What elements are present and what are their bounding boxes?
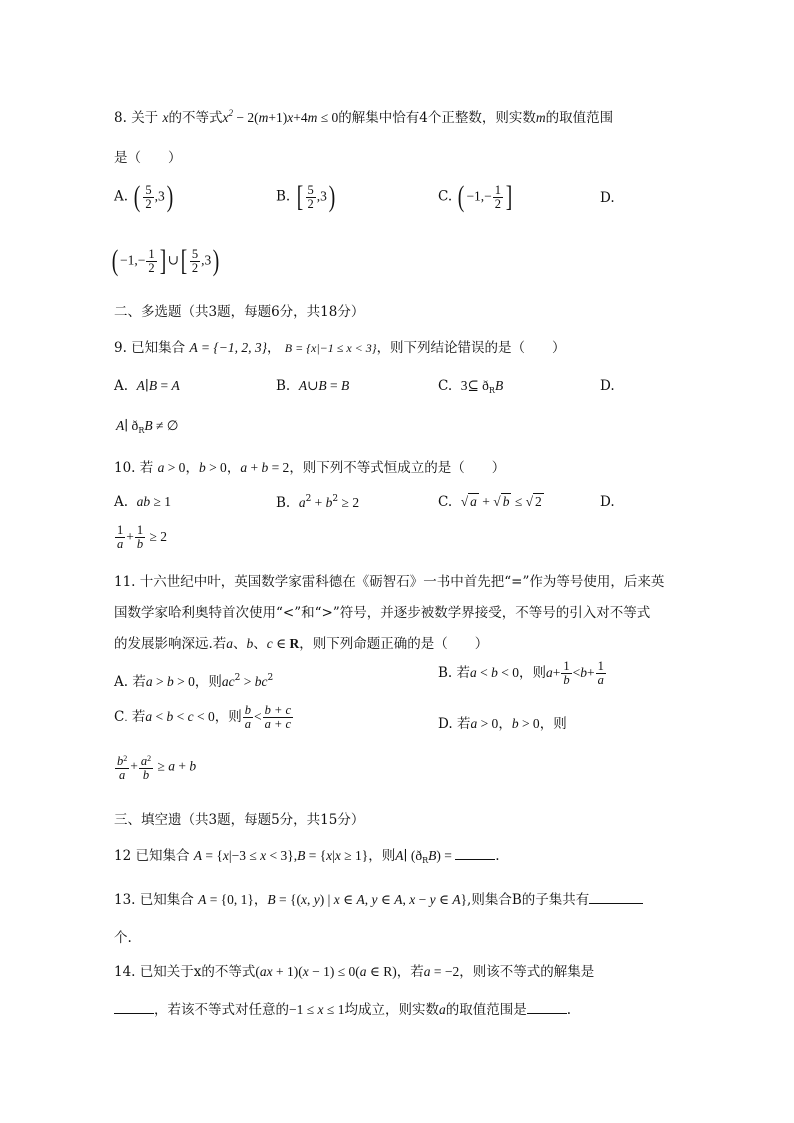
q8-line2: 是（ ） <box>114 150 182 166</box>
q14-text4: ，若该不等式对任意的 <box>154 1002 289 1018</box>
option-text: 若 <box>132 674 146 690</box>
q10-tail: ，则下列不等式恒成立的是（ ） <box>289 460 506 476</box>
q8-text4: 的取值范围 <box>545 110 614 126</box>
q13-line2: 个. <box>114 930 132 946</box>
q8-option-a[interactable]: A. ( $\frac{5}{2}$ ,3) <box>114 180 173 213</box>
q11-tail: ，则下列命题正确的是（ ） <box>299 636 489 652</box>
q9-option-d-content: A∣ $ð_RB$ ≠ ∅ <box>116 418 179 435</box>
option-label: D. <box>600 378 615 394</box>
q9-set-a: A = {−1, 2, 3} <box>189 340 267 355</box>
option-label: C <box>114 709 125 725</box>
q9-tail: ，则下列结论错误的是（ ） <box>376 340 566 356</box>
q14-text6: 的取值范围是 <box>445 1002 527 1018</box>
option-text: 则 <box>553 716 567 732</box>
option-label: D. <box>438 716 453 732</box>
option-label: A. <box>114 674 129 690</box>
q11-line1: 11. 十六世纪中叶，英国数学家雷科德在《砺智石》一书中首先把“=”作为等号使用，后来英 <box>114 574 665 590</box>
q13-tail: ,则集合B的子集共有 <box>467 892 590 908</box>
q12-answer-blank[interactable] <box>455 847 495 860</box>
option-label: C. <box>438 378 453 394</box>
q11-line2: 国数学家哈利奥特首次使用“<”和“>”符号，并逐步被数学界接受，不等号的引入对不等式 <box>114 605 651 621</box>
q9-set-b: B = {x|−1 ≤ x < 3} <box>284 341 377 355</box>
q13-text: 13. 已知集合 <box>114 892 194 908</box>
q9-option-c[interactable]: C. 3⊆ $ð_RB$ <box>438 378 504 395</box>
option-label: B. <box>276 188 291 205</box>
q8-option-d-content: ( −1,− $\frac{1}{2}$ ] ∪[ $\frac{5}{2}$ ,3) <box>111 244 220 277</box>
q11-text: 的发展影响深远.若 <box>114 636 227 652</box>
q10-option-b[interactable]: B. $a^2 + b^2 \ge 2$ <box>276 494 360 511</box>
option-label: C. <box>438 188 453 205</box>
q8-option-c[interactable]: C. ( −1,− $\frac{1}{2}$ ] <box>438 180 513 213</box>
q14-text5: 均成立，则实数 <box>344 1002 439 1018</box>
q14-answer-blank-1[interactable] <box>114 1001 154 1014</box>
q11-option-d[interactable]: D. 若a > 0，b > 0，则 <box>438 716 567 732</box>
q8-option-b[interactable]: B. [ $\frac{5}{2}$ ,3) <box>276 180 336 213</box>
q8-line1: 8. 关于 x的不等式$x^2 - 2(m+1)x+4m \le 0$的解集中恰有4个正整数，则实数m的取值范围 <box>114 108 614 126</box>
q10-option-c[interactable]: C. √ a + √ b ≤ √ 2 <box>438 494 542 510</box>
option-label: A. <box>114 188 129 205</box>
q11-option-d-content: $\frac{b^2}{a}$ + $\frac{a^2}{b}$ ≥ a + b <box>117 754 197 782</box>
q8-option-d[interactable] <box>600 190 615 206</box>
q9-option-d[interactable] <box>600 378 615 394</box>
option-label: B. <box>438 665 453 681</box>
q8-number: 8. <box>114 110 127 126</box>
q12-text: 12 已知集合 <box>114 848 190 864</box>
option-text: 则 <box>228 709 242 725</box>
option-text: 则 <box>532 665 547 681</box>
q14-text: 14. 已知关于x的不等式 <box>114 964 256 980</box>
q9-text: 9. 已知集合 <box>114 340 186 356</box>
q10-stem: 10. 若 a > 0，b > 0，a + b = 2，则下列不等式恒成立的是（ ） <box>114 460 506 476</box>
option-text: 则 <box>208 674 222 690</box>
q10-text: 10. 若 <box>114 460 154 476</box>
q12-text2: ，则 <box>368 848 396 864</box>
q10-option-a[interactable]: A. ab ≥ 1 <box>114 494 172 510</box>
q8-text2: 的不等式 <box>168 110 223 126</box>
q14-text2: ，若 <box>396 964 424 980</box>
option-label: D. <box>600 494 615 510</box>
option-text: 若 <box>131 709 146 725</box>
q8-text3: 的解集中恰有4个正整数，则实数 <box>338 110 536 126</box>
q14-line2: ，若该不等式对任意的−1 ≤ x ≤ 1均成立，则实数a的取值范围是 . <box>114 998 571 1018</box>
option-label: D. <box>600 190 615 206</box>
q11-option-b[interactable]: B. 若a < b < 0，则a+ $\frac{1}{b}$ <b+ $\frac{1}{a}$ <box>438 659 604 687</box>
q14-text3: ，则该不等式的解集是 <box>459 964 595 980</box>
q14-stem: 14. 已知关于x的不等式(ax + 1)(x − 1) ≤ 0(a ∈ R)，若a = −2，则该不等式的解集是 <box>114 964 595 980</box>
q10-option-d[interactable] <box>600 494 615 510</box>
q9-stem: 9. 已知集合 A = {−1, 2, 3}， B = {x|−1 ≤ x < 3}，则下列结论错误的是（ ） <box>114 340 566 356</box>
option-label: C. <box>438 494 453 510</box>
section-2-heading: 二、多选题（共3题，每题6分，共18分） <box>114 304 365 320</box>
option-label: B. <box>276 495 291 511</box>
option-text: 若 <box>456 665 471 681</box>
q9-option-b[interactable]: B. A∪B = B <box>276 378 350 394</box>
q11-option-a[interactable]: A. 若a > b > 0，则$ac^2 > bc^2$ <box>114 673 274 690</box>
q13-answer-blank[interactable] <box>589 891 643 904</box>
q11-line3: 的发展影响深远.若a、b、c ∈ R，则下列命题正确的是（ ） <box>114 636 489 652</box>
option-text: 若 <box>456 716 471 732</box>
q11-option-c[interactable]: C. 若a < b < c < 0，则 $\frac{b}{a}$ < $\frac{b + c}{a + c}$ <box>114 703 292 731</box>
q13-stem: 13. 已知集合 A = {0, 1}，B = {(x, y) | x ∈ A, y ∈ A, x − y ∈ A},则集合B的子集共有 <box>114 888 643 908</box>
option-label: A. <box>114 494 129 510</box>
q9-option-a[interactable]: A. A∣B = A <box>114 378 180 394</box>
q14-answer-blank-2[interactable] <box>527 1001 567 1014</box>
option-label: A. <box>114 378 129 394</box>
option-label: B. <box>276 378 291 394</box>
q10-option-d-content: $\frac{1}{a}$ + $\frac{1}{b}$ ≥ 2 <box>117 523 168 551</box>
section-3-heading: 三、填空遗（共3题，每题5分，共15分） <box>114 812 365 828</box>
q12-stem: 12 已知集合 A = {x|−3 ≤ x < 3},B = {x|x ≥ 1}，则A∣ $(ð_RB)$ = . <box>114 848 500 865</box>
q8-text: 关于 <box>131 110 159 126</box>
